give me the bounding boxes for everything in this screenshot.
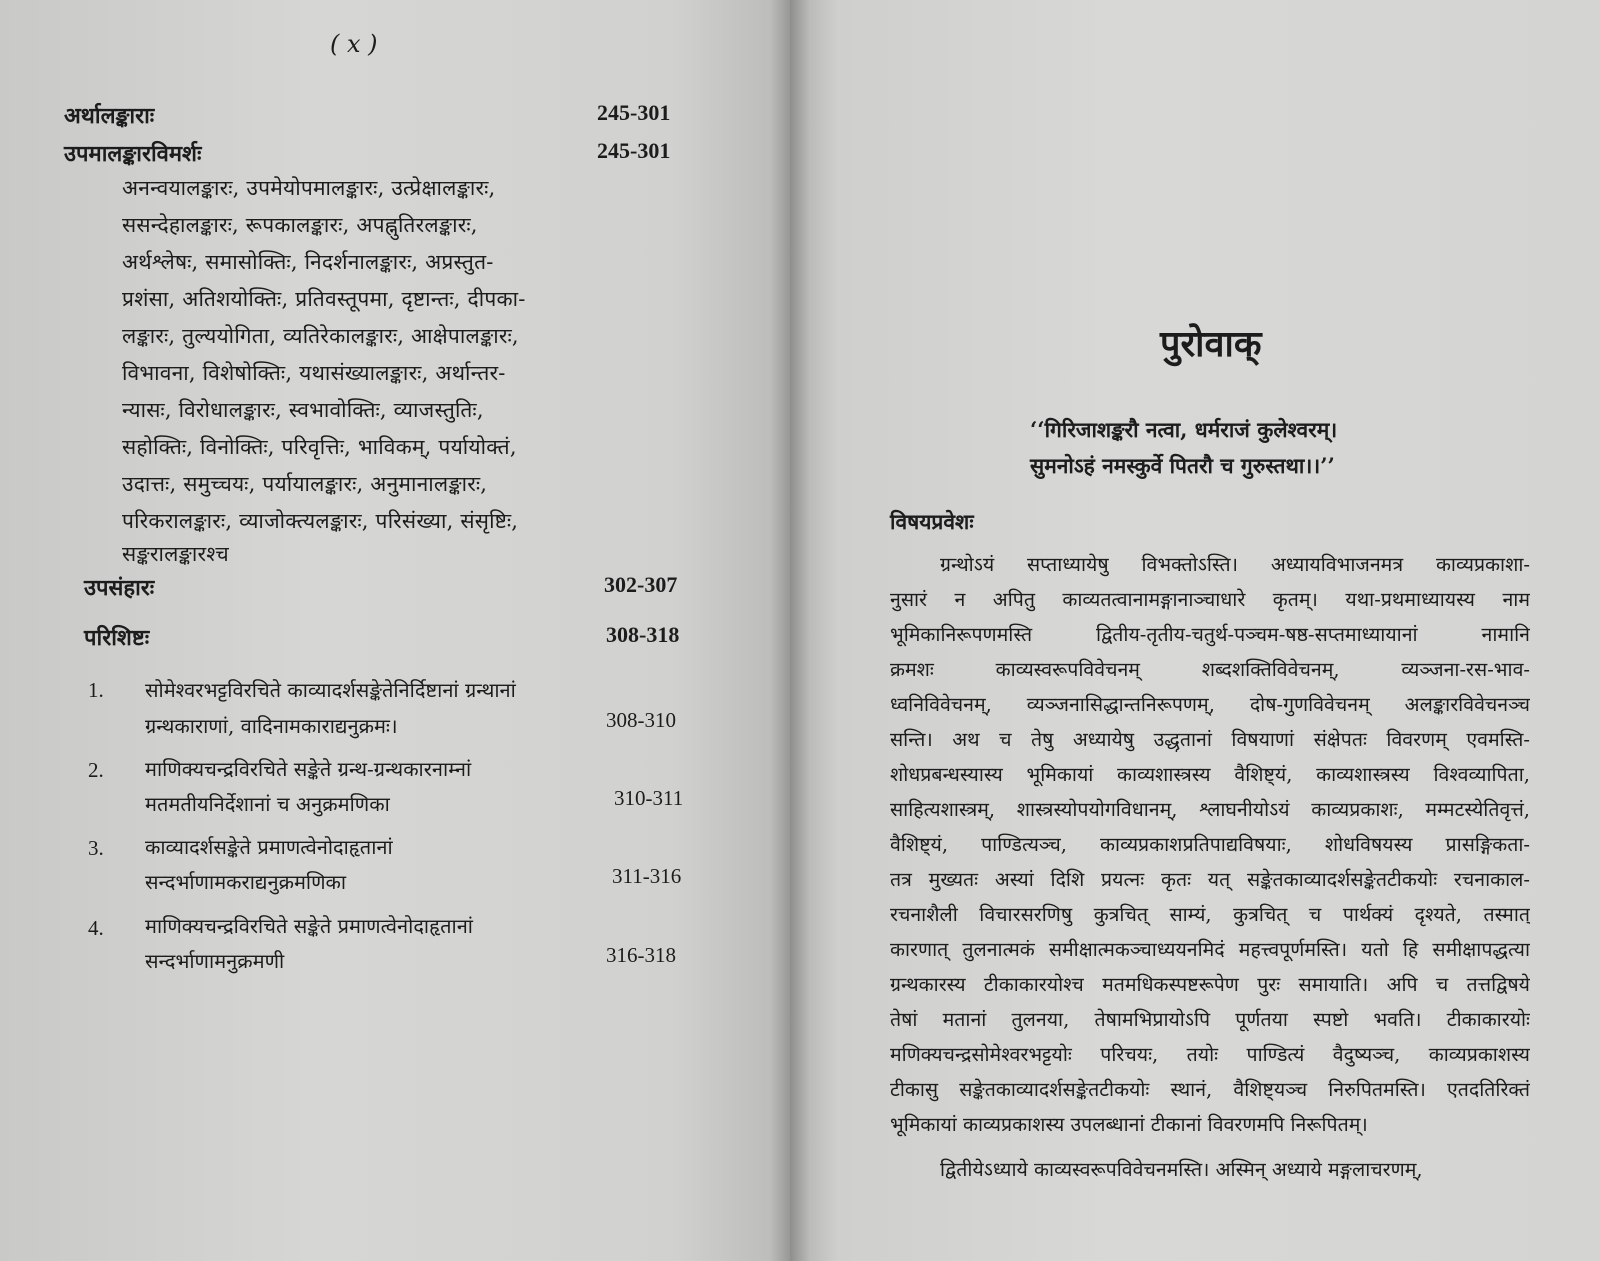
alankara-list-line: अर्थश्लेषः, समासोक्तिः, निदर्शनालङ्कारः, अप्रस्तुत- [122, 250, 494, 274]
paragraph-line: क्रमशः काव्यस्वरूपविवेचनम् शब्दशक्तिविवेचनम्, व्यञ्जना-रस-भाव- [890, 658, 1530, 681]
toc-range-parishishta: 308-318 [606, 622, 680, 647]
paragraph-line: भूमिकायां काव्यप्रकाशस्य उपलब्धानां टीकानां विवरणमपि निरूपितम्। [890, 1113, 1368, 1136]
paragraph-line: सन्ति। अथ च तेषु अध्यायेषु उद्धृतानां विषयाणां संक्षेपतः विवरणम् एवमस्ति- [890, 728, 1530, 751]
appendix-number: 2. [88, 758, 104, 782]
appendix-title-line: सन्दर्भाणामनुक्रमणी [145, 949, 285, 973]
appendix-number: 1. [88, 678, 104, 702]
paragraph-line: तेषां मतानां तुलनया, तेषामभिप्रायोऽपि पूर्णतया स्पष्टो भवति। टीकाकारयोः [890, 1008, 1530, 1031]
appendix-title-line: मतमतीयनिर्देशानां च अनुक्रमणिका [145, 792, 390, 816]
appendix-title-line: काव्यादर्शसङ्केते प्रमाणत्वेनोदाहृतानां [145, 835, 393, 859]
paragraph-line: तत्र मुख्यतः अस्यां दिशि प्रयत्नः कृतः यत् सङ्केतकाव्यादर्शसङ्केतटीकयोः रचनाकाल- [890, 868, 1530, 891]
paragraph-line: साहित्यशास्त्रम्, शास्त्रस्योपयोगविधानम्, श्लाघनीयोऽयं काव्यप्रकाशः, मम्मटस्येतिवृत्तं, [890, 798, 1530, 821]
page-heading: पुरोवाक् [1160, 323, 1262, 365]
paragraph-line: कारणात् तुलनात्मकं समीक्षात्मकञ्चाध्ययनमिदं महत्त्वपूर्णमस्ति। यतो हि समीक्षापद्धत्या [890, 938, 1530, 961]
alankara-list-line: विभावना, विशेषोक्तिः, यथासंख्यालङ्कारः, अर्थान्तर- [122, 361, 506, 385]
paragraph-line: ग्रन्थोऽयं सप्ताध्यायेषु विभक्तोऽस्ति। अध्यायविभाजनमत्र काव्यप्रकाशा- [940, 553, 1530, 576]
paragraph-line: टीकासु सङ्केतकाव्यादर्शसङ्केतटीकयोः स्थानं, वैशिष्ट्यञ्च निरुपितमस्ति। एतदतिरिक्तं [890, 1078, 1530, 1101]
verse-line: सुमनोऽहं नमस्कुर्वे पितरौ च गुरुस्तथा।।’’ [1030, 453, 1335, 478]
appendix-range: 308-310 [606, 708, 676, 732]
paragraph-line: ध्वनिविवेचनम्, व्यञ्जनासिद्धान्तनिरूपणम्, दोष-गुणविवेचनम् अलङ्कारविवेचनञ्च [890, 693, 1530, 716]
toc-range-upasamhara: 302-307 [604, 572, 678, 597]
appendix-title-line: सोमेश्वरभट्टविरचिते काव्यादर्शसङ्केतेनिर्दिष्टानां ग्रन्थानां [145, 678, 516, 702]
alankara-list-line: परिकरालङ्कारः, व्याजोक्त्यलङ्कारः, परिसंख्या, संसृष्टिः, [122, 509, 519, 533]
appendix-title-line: ग्रन्थकाराणां, वादिनामकाराद्यनुक्रमः। [145, 714, 398, 738]
appendix-number: 3. [88, 836, 104, 860]
appendix-range: 316-318 [606, 943, 676, 967]
appendix-title-line: माणिक्यचन्द्रविरचिते सङ्केते ग्रन्थ-ग्रन्थकारनाम्नां [145, 757, 472, 781]
paragraph-line: वैशिष्ट्यं, पाण्डित्यञ्च, काव्यप्रकाशप्रतिपाद्यविषयाः, शोधविषयस्य प्रासङ्गिकता- [890, 833, 1530, 856]
paragraph-line: भूमिकानिरूपणमस्ति द्वितीय-तृतीय-चतुर्थ-पञ्चम-षष्ठ-सप्तमाध्यायानां नामानि [890, 623, 1530, 646]
appendix-range: 310-311 [614, 786, 684, 810]
toc-title-parishishta: परिशिष्टः [84, 625, 150, 651]
left-page [0, 0, 790, 1261]
paragraph-line: नुसारं न अपितु काव्यतत्वानामङ्गानाञ्चाधारे कृतम्। यथा-प्रथमाध्यायस्य नाम [890, 588, 1530, 611]
alankara-list-line: लङ्कारः, तुल्ययोगिता, व्यतिरेकालङ्कारः, आक्षेपालङ्कारः, [122, 324, 519, 348]
toc-title-upamalankara: उपमालङ्कारविमर्शः [64, 141, 202, 167]
paragraph-line: रचनाशैली विचारसरणिषु कुत्रचित् साम्यं, कुत्रचित् च पार्थक्यं दृश्यते, तस्मात् [890, 903, 1530, 926]
paragraph-line: मणिक्यचन्द्रसोमेश्वरभट्टयोः परिचयः, तयोः पाण्डित्यं वैदुष्यञ्च, काव्यप्रकाशस्य [890, 1043, 1530, 1066]
verse-line: ‘‘गिरिजाशङ्करौ नत्वा, धर्मराजं कुलेश्वरम्। [1030, 417, 1338, 442]
alankara-list-line: अनन्वयालङ्कारः, उपमेयोपमालङ्कारः, उत्प्रेक्षालङ्कारः, [122, 176, 496, 200]
section-title: विषयप्रवेशः [890, 509, 974, 534]
appendix-number: 4. [88, 916, 104, 940]
book-gutter [770, 0, 810, 1261]
paragraph-line: शोधप्रबन्धस्यास्य भूमिकायां काव्यशास्त्रस्य वैशिष्ट्यं, काव्यशास्त्रस्य विश्वव्यापिता, [890, 763, 1530, 786]
toc-title-arthalankarah: अर्थालङ्काराः [64, 103, 155, 129]
toc-range-upamalankara: 245-301 [597, 138, 671, 163]
appendix-title-line: सन्दर्भाणामकराद्यनुक्रमणिका [145, 870, 347, 894]
alankara-list-line: प्रशंसा, अतिशयोक्तिः, प्रतिवस्तूपमा, दृष्टान्तः, दीपका- [122, 287, 526, 311]
alankara-list-line: उदात्तः, समुच्चयः, पर्यायालङ्कारः, अनुमानालङ्कारः, [122, 472, 488, 496]
appendix-range: 311-316 [612, 864, 682, 888]
paragraph-line: ग्रन्थकारस्य टीकाकारयोश्च मतमधिकस्पष्टरूपेण पुरः समायाति। अपि च तत्तद्विषये [890, 973, 1530, 996]
paragraph-line: द्वितीयेऽध्याये काव्यस्वरूपविवेचनमस्ति। अस्मिन् अध्याये मङ्गलाचरणम्, [940, 1158, 1423, 1181]
alankara-list-line: न्यासः, विरोधालङ्कारः, स्वभावोक्तिः, व्याजस्तुतिः, [122, 398, 484, 422]
appendix-title-line: माणिक्यचन्द्रविरचिते सङ्केते प्रमाणत्वेनोदाहृतानां [145, 914, 473, 938]
alankara-list-line: सहोक्तिः, विनोक्तिः, परिवृत्तिः, भाविकम्, पर्यायोक्तं, [122, 435, 517, 459]
alankara-list-line: ससन्देहालङ्कारः, रूपकालङ्कारः, अपह्नुतिरलङ्कारः, [122, 213, 478, 237]
alankara-list-line: सङ्करालङ्कारश्च [122, 542, 229, 566]
page-number: ( x ) [330, 30, 378, 58]
toc-range-arthalankarah: 245-301 [597, 100, 671, 125]
toc-title-upasamhara: उपसंहारः [84, 575, 155, 601]
